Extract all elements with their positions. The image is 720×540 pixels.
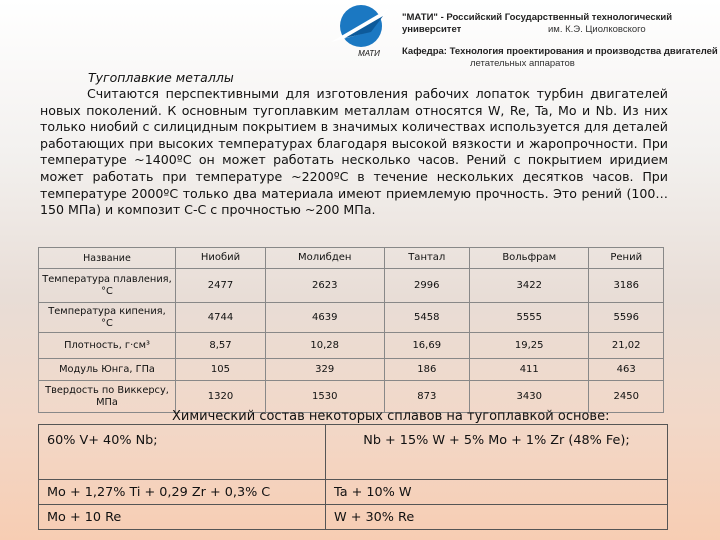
table-cell: 21,02 bbox=[589, 333, 664, 359]
table-cell: 5596 bbox=[589, 303, 664, 333]
table-row bbox=[39, 425, 668, 480]
alloy-cell: W + 30% Re bbox=[326, 505, 668, 530]
table-cell: 3186 bbox=[589, 269, 664, 303]
table-cell: 2450 bbox=[589, 381, 664, 413]
header-name-cell: Название bbox=[39, 248, 176, 269]
table-cell: 8,57 bbox=[176, 333, 266, 359]
table-row bbox=[39, 505, 668, 530]
table-row bbox=[39, 333, 664, 359]
body-paragraph: Считаются перспективными для изготовления рабочих лопаток турбин двигателей новых поколений. К основным тугоплавким металлам относятся W, Re, Ta, Mo и Nb. Из них только ниобий с силицидным покрытием в значимых количествах используется для деталей работающих при высоких температурах благодаря высокой вязкости и жаропрочности. При температуре ~1400ºС он может работать несколько часов. Рений с покрытием иридием может работать при температуре ~2200ºС в течение нескольких десятков часов. При температуре 2000ºС только два материала имеют приемлемую прочность. Это рений (100…150 МПа) и композит С-С с прочностью ~200 МПа. bbox=[40, 86, 668, 218]
column-header: Вольфрам bbox=[470, 248, 589, 269]
table-cell: 329 bbox=[265, 359, 384, 381]
table-row bbox=[39, 359, 664, 381]
table-cell: 1320 bbox=[176, 381, 266, 413]
section-heading: Тугоплавкие металлы bbox=[88, 70, 234, 85]
column-header: Ниобий bbox=[176, 248, 266, 269]
table-row bbox=[39, 381, 664, 413]
table-cell: 5555 bbox=[470, 303, 589, 333]
row-label: Модуль Юнга, ГПа bbox=[39, 359, 176, 381]
header-university-name: им. К.Э. Циолковского bbox=[548, 24, 646, 35]
table-cell: 463 bbox=[589, 359, 664, 381]
alloy-cell: Mo + 10 Re bbox=[39, 505, 326, 530]
row-label: Температура плавления, °С bbox=[39, 269, 176, 303]
table-cell: 4744 bbox=[176, 303, 266, 333]
table-cell: 3430 bbox=[470, 381, 589, 413]
alloy-cell: Nb + 15% W + 5% Mo + 1% Zr (48% Fe); bbox=[326, 425, 668, 480]
table-cell: 2996 bbox=[384, 269, 470, 303]
table-cell: 186 bbox=[384, 359, 470, 381]
row-label: Температура кипения, °С bbox=[39, 303, 176, 333]
header-department: Кафедра: Технология проектирования и производства двигателей bbox=[402, 46, 718, 57]
alloy-cell: 60% V+ 40% Nb; bbox=[39, 425, 326, 480]
logo-text: МАТИ bbox=[358, 49, 380, 58]
header-department-cont: летательных аппаратов bbox=[470, 58, 575, 69]
table-cell: 4639 bbox=[265, 303, 384, 333]
table-cell: 411 bbox=[470, 359, 589, 381]
table-cell: 105 bbox=[176, 359, 266, 381]
table-cell: 10,28 bbox=[265, 333, 384, 359]
alloy-cell: Ta + 10% W bbox=[326, 480, 668, 505]
row-label: Твердость по Виккерсу, МПа bbox=[39, 381, 176, 413]
alloy-cell: Mo + 1,27% Ti + 0,29 Zr + 0,3% C bbox=[39, 480, 326, 505]
table-row bbox=[39, 303, 664, 333]
row-label: Плотность, г·см³ bbox=[39, 333, 176, 359]
properties-table bbox=[38, 247, 664, 413]
table-cell: 2623 bbox=[265, 269, 384, 303]
header-university: "МАТИ" - Российский Государственный технологический университет bbox=[402, 12, 673, 35]
table-cell: 873 bbox=[384, 381, 470, 413]
table-cell: 2477 bbox=[176, 269, 266, 303]
alloys-table bbox=[38, 424, 668, 530]
column-header: Рений bbox=[589, 248, 664, 269]
table-header-row bbox=[39, 248, 664, 269]
table-cell: 3422 bbox=[470, 269, 589, 303]
column-header: Тантал bbox=[384, 248, 470, 269]
alloys-title: Химический состав некоторых сплавов на тугоплавкой основе: bbox=[172, 409, 610, 424]
mati-logo bbox=[325, 2, 395, 62]
table-row bbox=[39, 480, 668, 505]
table-cell: 16,69 bbox=[384, 333, 470, 359]
table-cell: 5458 bbox=[384, 303, 470, 333]
table-row bbox=[39, 269, 664, 303]
column-header: Молибден bbox=[265, 248, 384, 269]
table-cell: 19,25 bbox=[470, 333, 589, 359]
table-cell: 1530 bbox=[265, 381, 384, 413]
